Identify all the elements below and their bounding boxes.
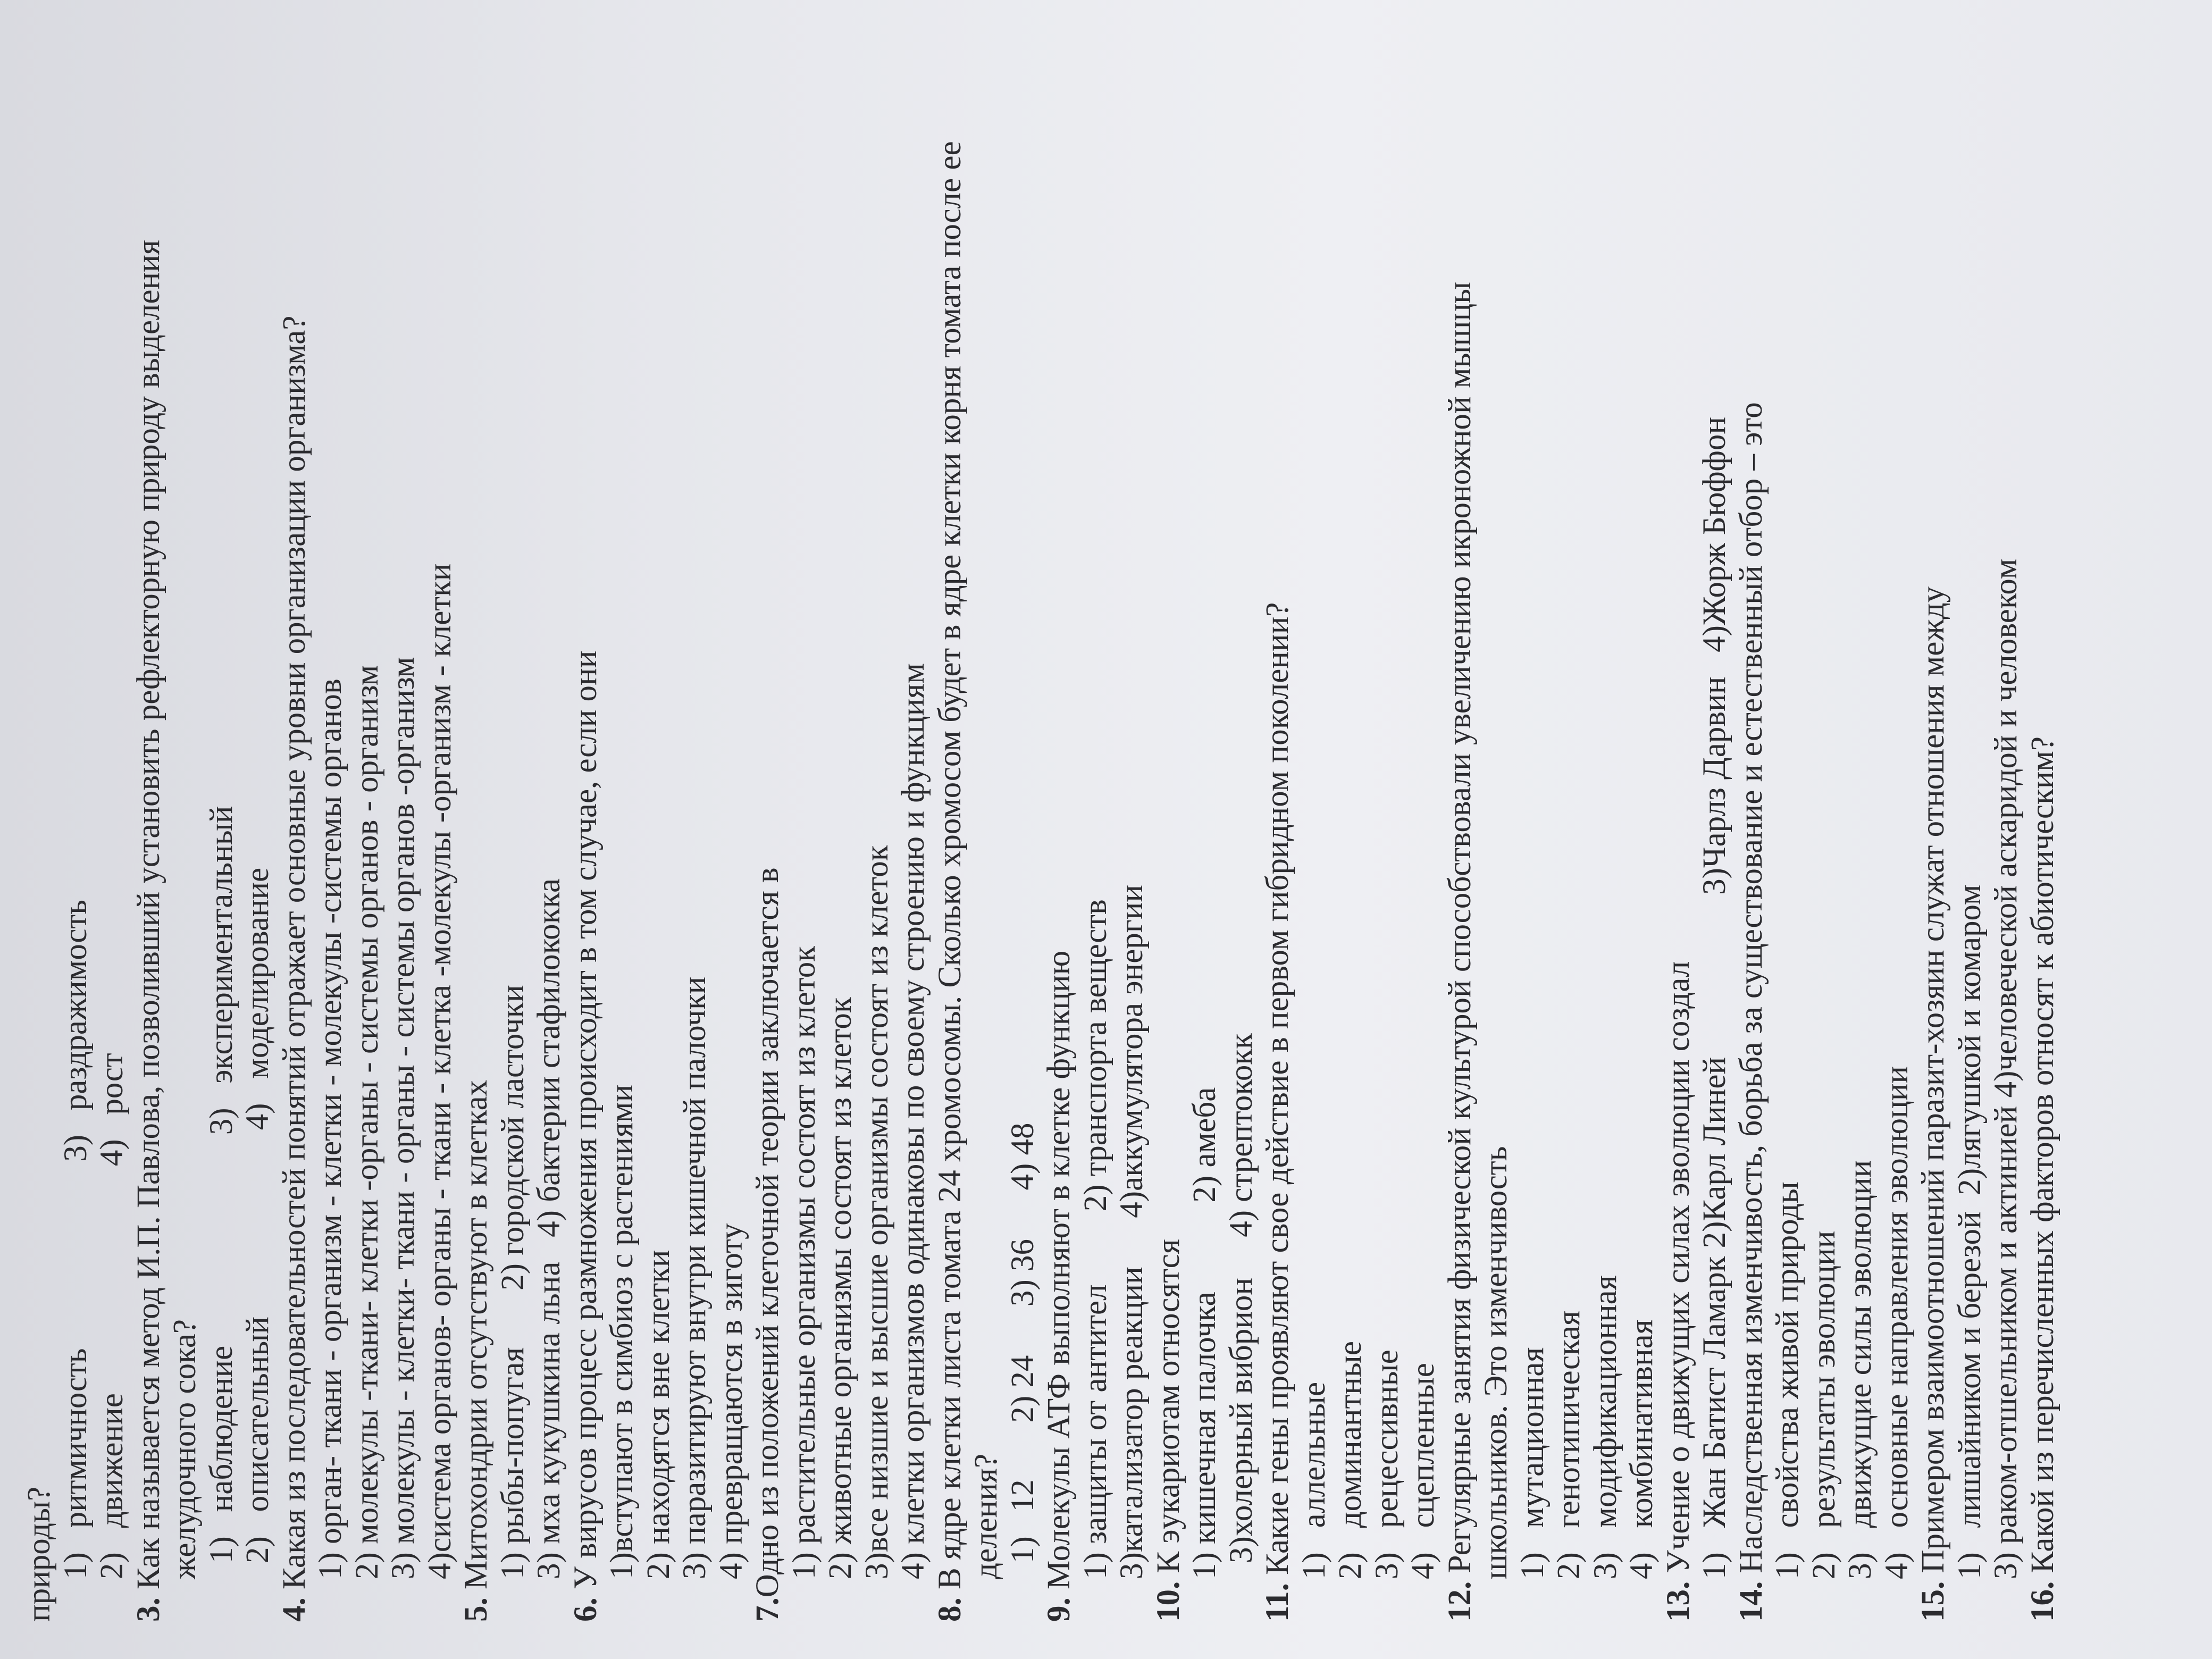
- line-text: 1) защиты от антител 2) транспорта веществ: [1077, 899, 1113, 1579]
- text-line: [349, 32, 386, 1622]
- question-line: [458, 32, 495, 1622]
- text-line: [1624, 32, 1661, 1622]
- line-text: 4) клетки организмов одинаковы по своему строению и функциям: [895, 663, 931, 1579]
- text-line: [1224, 32, 1260, 1622]
- line-text: 1)вступают в симбиоз с растениями: [604, 1084, 640, 1579]
- line-text: 1) лишайником и березой 2)лягушкой и комаром: [1951, 884, 1988, 1579]
- text-line: [1952, 32, 1989, 1622]
- text-line: [714, 32, 750, 1622]
- question-number: 7.: [750, 1597, 785, 1622]
- text-line: [1770, 32, 1806, 1622]
- line-text: 3) рецессивные: [1369, 1350, 1405, 1579]
- question-line: [1915, 32, 1952, 1622]
- line-text: 1) наблюдение 3) экспериментальный: [203, 806, 239, 1563]
- line-text: деления?: [968, 1453, 1004, 1579]
- text-line: [823, 32, 859, 1622]
- question-line: [2025, 32, 2062, 1622]
- text-line: [1697, 32, 1733, 1622]
- line-text: 1) растительные организмы состоят из клеток: [786, 946, 822, 1579]
- line-text: 4) комбинативная: [1624, 1319, 1660, 1579]
- question-line: [276, 32, 313, 1622]
- text-line: [313, 32, 349, 1622]
- line-text: Примером взаимоотношений паразит-хозяин служат отношения между: [1915, 586, 1951, 1581]
- line-text: 1) ритмичность 3) раздражимость: [57, 900, 94, 1579]
- text-line: [422, 32, 459, 1622]
- line-text: 1) мутационная: [1514, 1347, 1551, 1579]
- line-text: 2) генотипическая: [1551, 1311, 1587, 1579]
- line-text: Какие гены проявляют свое действие в первом гибридном поколении?: [1260, 602, 1295, 1583]
- line-text: Молекулы АТФ выполняют в клетке функцию: [1041, 950, 1077, 1598]
- line-text: Регулярные занятия физической культурой способствовали увеличению икроножной мышцы: [1442, 281, 1478, 1581]
- text-line: [1588, 32, 1624, 1622]
- question-number: 12.: [1442, 1581, 1478, 1622]
- line-text: 2) описательный 4) моделирование: [240, 867, 275, 1563]
- line-text: 4)система органов- органы - ткани - клетка -молекулы -организм - клетки: [422, 563, 458, 1579]
- question-line: [1733, 32, 1770, 1622]
- text-line: [495, 32, 532, 1622]
- line-text: 2) животные организмы состоят из клеток: [823, 997, 858, 1579]
- question-number: 14.: [1733, 1581, 1769, 1622]
- text-line: [641, 32, 677, 1622]
- question-line: [1041, 32, 1078, 1622]
- text-line: [1405, 32, 1442, 1622]
- text-line: [1551, 32, 1588, 1622]
- line-text: 3)холерный вибрион 4) стрептококк: [1223, 1033, 1259, 1563]
- line-text: 1) рыбы-попугая 2) городской ласточки: [495, 985, 531, 1579]
- text-line: [677, 32, 714, 1622]
- line-text: 3) раком-отшельником и актинией 4)человеческой аскаридой и человеком: [1988, 558, 2024, 1579]
- line-text: Какая из последовательностей понятий отражает основные уровни организации организма?: [276, 315, 312, 1598]
- question-line: [1661, 32, 1697, 1622]
- line-text: 4) основные направления эволюции: [1879, 1066, 1915, 1579]
- line-text: Наследственная изменчивость, борьба за существование и естественный отбор – это: [1733, 402, 1769, 1581]
- text-line: [1842, 32, 1879, 1622]
- line-text: 3) молекулы - клетки- ткани - органы - системы органов -организм: [386, 657, 421, 1579]
- text-line: [1114, 32, 1151, 1622]
- question-number: 10.: [1150, 1581, 1186, 1622]
- line-text: 3) паразитируют внутри кишечной палочки: [677, 976, 713, 1579]
- line-text: желудочного сока?: [167, 1319, 203, 1579]
- line-text: 2) молекулы -ткани- клетки -органы - системы органов - организм: [349, 665, 385, 1579]
- text-line: [1478, 32, 1515, 1622]
- question-line: [131, 32, 167, 1622]
- text-line: [167, 32, 204, 1622]
- text-line: [21, 32, 58, 1622]
- question-number: 9.: [1041, 1597, 1077, 1622]
- line-text: 3)все низшие и высшие организмы состоят из клеток: [859, 845, 895, 1579]
- question-line: [1260, 32, 1296, 1622]
- text-line: [859, 32, 896, 1622]
- line-text: 1) свойства живой природы: [1770, 1182, 1805, 1579]
- line-text: 3) модификационная: [1587, 1275, 1623, 1579]
- text-line: [1515, 32, 1552, 1622]
- text-line: [786, 32, 823, 1622]
- text-line: [1296, 32, 1333, 1622]
- text-line: [1005, 32, 1042, 1622]
- line-text: 1) кишечная палочка 2) амеба: [1187, 1087, 1222, 1579]
- question-line: [750, 32, 786, 1622]
- line-text: природы?: [21, 1486, 57, 1622]
- text-line: [94, 32, 131, 1622]
- text-line: [58, 32, 95, 1622]
- line-text: К эукариотам относятся: [1150, 1239, 1186, 1581]
- line-text: В ядре клетки листа томата 24 хромосомы. Сколько хромосом будет в ядре клетки корня томата после ее: [932, 141, 968, 1598]
- line-text: 3) движущие силы эволюции: [1842, 1160, 1878, 1579]
- text-line: [604, 32, 641, 1622]
- line-text: Как называется метод И.П. Павлова, позволивший установить рефлекторную природу выделения: [130, 240, 166, 1598]
- text-line: [895, 32, 932, 1622]
- question-line: [568, 32, 605, 1622]
- question-number: 16.: [2024, 1581, 2060, 1622]
- line-text: 2) находятся вне клетки: [640, 1250, 676, 1579]
- line-text: Митохондрии отсутствуют в клетках: [458, 1079, 494, 1598]
- question-number: 3.: [130, 1597, 166, 1622]
- question-number: 8.: [932, 1597, 968, 1622]
- text-line: [1369, 32, 1406, 1622]
- line-text: 2) результаты эволюции: [1806, 1230, 1842, 1579]
- text-line: [1078, 32, 1115, 1622]
- line-text: Учение о движущих силах эволюции создал: [1660, 961, 1696, 1581]
- line-text: 2) доминантные: [1333, 1341, 1368, 1579]
- line-text: 3)катализатор реакции 4)аккумулятора энергии: [1114, 884, 1150, 1579]
- line-text: школьников. Это изменчивость: [1478, 1146, 1514, 1579]
- line-text: 1) 12 2) 24 3) 36 4) 48: [1004, 1122, 1041, 1563]
- line-text: Какой из перечисленных факторов относят к абиотическим?: [2024, 736, 2060, 1581]
- text-line: [1879, 32, 1916, 1622]
- question-number: 13.: [1660, 1581, 1696, 1622]
- text-line: [204, 32, 240, 1622]
- text-line: [531, 32, 568, 1622]
- line-text: 1) Жан Батист Ламарк 2)Карл Линей 3)Чарлз Дарвин 4)Жорж Бюффон: [1697, 417, 1732, 1579]
- question-number: 11.: [1260, 1583, 1295, 1622]
- line-text: 3) мха кукушкина льна 4) бактерии стафилококка: [531, 878, 567, 1579]
- text-line: [1333, 32, 1369, 1622]
- text-line: [386, 32, 422, 1622]
- text-line: [968, 32, 1005, 1622]
- question-line: [932, 32, 969, 1622]
- question-number: 4.: [276, 1597, 312, 1622]
- line-text: 4) превращаются в зиготу: [713, 1223, 749, 1579]
- text-line: [1806, 32, 1843, 1622]
- text-line: [240, 32, 276, 1622]
- text-line: [1187, 32, 1224, 1622]
- question-line: [1442, 32, 1479, 1622]
- question-number: 6.: [567, 1597, 604, 1622]
- line-text: 4) сцепленные: [1405, 1363, 1441, 1579]
- question-number: 15.: [1915, 1581, 1951, 1622]
- line-text: 2) движение 4) рост: [94, 1053, 130, 1579]
- line-text: У вирусов процесс размножения происходит в том случае, если они: [567, 650, 604, 1598]
- text-line: [1988, 32, 2025, 1622]
- question-number: 5.: [458, 1597, 494, 1622]
- line-text: 1) аллельные: [1296, 1381, 1332, 1579]
- line-text: Одно из положений клеточной теории заключается в: [750, 867, 785, 1598]
- question-line: [1151, 32, 1187, 1622]
- line-text: 1) орган- ткани - организм - клетки - молекулы -системы органов: [313, 678, 348, 1579]
